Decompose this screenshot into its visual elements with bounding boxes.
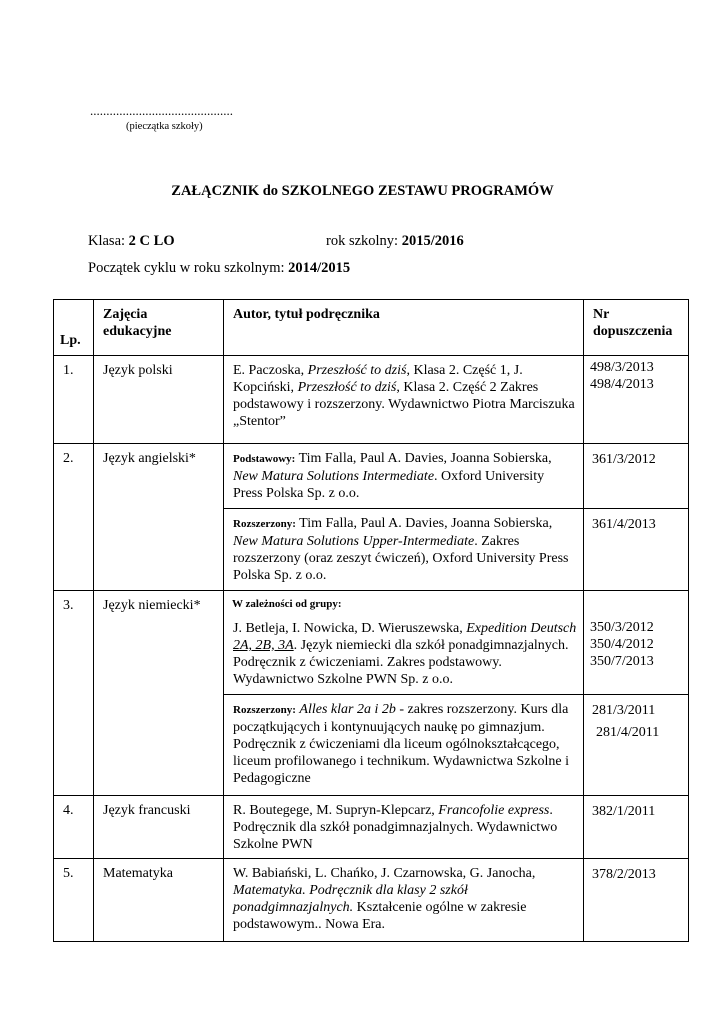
class-line [88,233,175,250]
stamp-label: (pieczątka szkoły) [126,121,203,132]
row-approval-numbers: 350/3/2012 350/4/2012 350/7/2013 [584,591,689,695]
school-year-line [326,233,464,250]
table-row [54,591,689,695]
class-value: 2 C LO [128,233,175,249]
row-subject: Język francuski [94,796,224,859]
school-year-label: rok szkolny: [326,233,399,249]
row-textbook: R. Boutegege, M. Supryn-Klepcarz, Francofolie express. Podręcznik dla szkół ponadgimnazjalnych. Wydawnictwo Szkolne PWN [224,796,584,859]
header-author-title: Autor, tytuł podręcznika [224,300,584,356]
row-number: 4. [54,796,94,859]
row-textbook-extended: Rozszerzony: Tim Falla, Paul A. Davies, Joanna Sobierska, New Matura Solutions Upper-Intermediate. Zakres rozszerzony (oraz zeszyt ćwiczeń), Oxford University Press Polska Sp. z o.o. [224,509,584,591]
table-header-row [54,300,689,356]
row-textbook: W. Babiański, L. Chańko, J. Czarnowska, G. Janocha, Matematyka. Podręcznik dla klasy 2 szkół ponadgimnazjalnych. Kształcenie ogólne w zakresie podstawowym.. Nowa Era. [224,859,584,942]
class-label: Klasa: [88,233,126,249]
row-number: 2. [54,444,94,591]
row-subject: Matematyka [94,859,224,942]
table-row [54,444,689,509]
header-approval-number: Nr dopuszczenia [584,300,689,356]
cycle-start-line [88,260,350,277]
row-textbook-extended: Rozszerzony: Alles klar 2a i 2b - zakres rozszerzony. Kurs dla początkujących i kontynuujących naukę po gimnazjum. Podręcznik z ćwiczeniami dla liceum ogólnokształcącego, liceum profilowanego i technikum. Wydawnictwa Szkolne i Pedagogiczne [224,695,584,796]
group-label: W zależności od grupy: [232,598,342,610]
row-approval-number: 361/3/2012 [584,444,689,509]
row-approval-number: 361/4/2013 [584,509,689,591]
header-lp: Lp. [54,300,94,356]
header-subject: Zajęcia edukacyjne [94,300,224,356]
table-row [54,356,689,444]
school-year-value: 2015/2016 [401,233,464,249]
row-approval-number: 382/1/2011 [584,796,689,859]
row-number: 3. [54,591,94,796]
document-title: ZAŁĄCZNIK do SZKOLNEGO ZESTAWU PROGRAMÓW [171,183,554,199]
row-approval-numbers: 498/3/2013 498/4/2013 [584,356,689,444]
stamp-placeholder-line: ............................................ [90,103,233,118]
textbook-table [53,299,689,942]
row-approval-number: 378/2/2013 [584,859,689,942]
table-row [54,859,689,942]
row-textbook-basic: Podstawowy: Tim Falla, Paul A. Davies, Joanna Sobierska, New Matura Solutions Intermediate. Oxford University Press Polska Sp. z o.o. [224,444,584,509]
row-subject: Język niemiecki* [94,591,224,796]
row-textbook: E. Paczoska, Przeszłość to dziś, Klasa 2. Część 1, J. Kopciński, Przeszłość to dziś, Klasa 2. Część 2 Zakres podstawowy i rozszerzony. Wydawnictwo Piotra Marciszuka „Stentor” [224,356,584,444]
row-textbook-basic: W zależności od grupy: J. Betleja, I. Nowicka, D. Wieruszewska, Expedition Deutsch 2A, 2B, 3A. Język niemiecki dla szkół ponadgimnazjalnych. Podręcznik z ćwiczeniami. Zakres podstawowy. Wydawnictwo Szkolne PWN Sp. z o.o. [224,591,584,695]
row-number: 5. [54,859,94,942]
row-subject: Język polski [94,356,224,444]
row-number: 1. [54,356,94,444]
row-approval-numbers: 281/3/2011 281/4/2011 [584,695,689,796]
cycle-start-value: 2014/2015 [288,260,351,276]
table-row [54,796,689,859]
row-subject: Język angielski* [94,444,224,591]
cycle-start-label: Początek cyklu w roku szkolnym: [88,260,285,276]
